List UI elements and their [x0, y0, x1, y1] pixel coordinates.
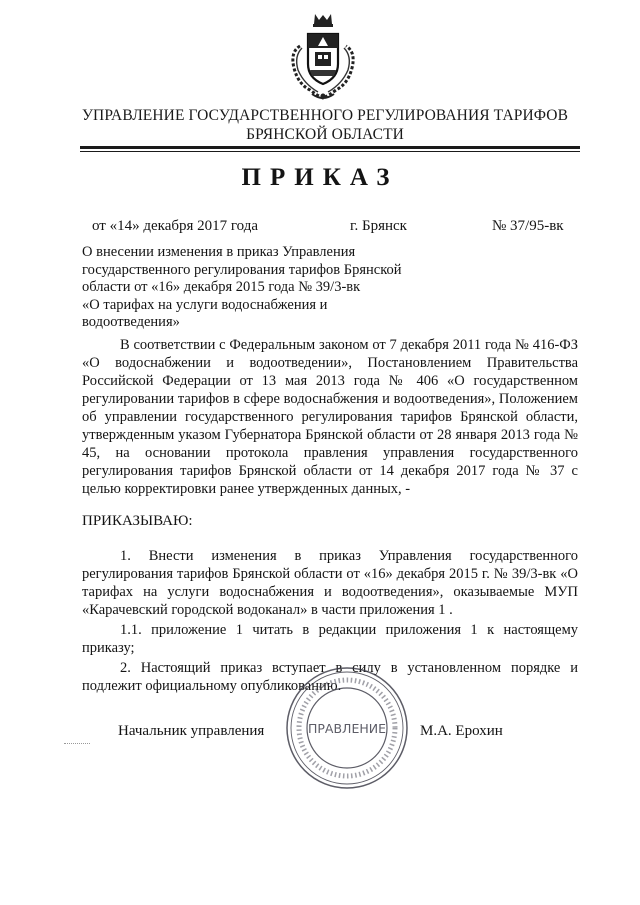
organization-line-1: УПРАВЛЕНИЕ ГОСУДАРСТВЕННОГО РЕГУЛИРОВАНИЯ ТАРИФОВ: [81, 107, 569, 124]
order-number: № 37/95-вк: [492, 218, 564, 234]
subject-line: области от «16» декабря 2015 года № 39/3-вк: [82, 279, 361, 296]
subject-line: О внесении изменения в приказ Управления: [82, 244, 356, 260]
signatory-position: Начальник управления: [118, 723, 265, 739]
signatory-name: М.А. Ерохин: [420, 723, 503, 739]
coat-of-arms-icon: [288, 12, 358, 102]
stamp-center-text: ПРАВЛЕНИЕ: [307, 721, 387, 736]
header-rule-thick: [80, 146, 580, 149]
order-date: от «14» декабря 2017 года: [92, 218, 259, 234]
order-subject: [82, 244, 442, 332]
preamble-paragraph: В соответствии с Федеральным законом от 7 декабря 2011 года № 416-ФЗ «О водоснабжении и водоотведении», Постановлением Правительства Российской Федерации от 13 мая 2013 года № 406 «О государственном регулировании тарифов в сфере водоснабжения и водоотведения», Положением об управлении государственного регулирования тарифов Брянской области, утвержденным указом Губернатора Брянской области от 28 января 2013 года № 45, на основании протокола правления управления государственного регулирования тарифов Брянской области от 14 декабря 2017 года № 37 с целью корректировки ранее утвержденных данных, -: [82, 337, 578, 497]
order-item-1: 1. Внести изменения в приказ Управления государственного регулирования тарифов Брянской области от «16» декабря 2015 г. № 39/3-вк «О тарифах на услуги водоснабжения и водоотведения», оказываемые МУП «Карачевский городской водоканал» в части приложения 1 .: [82, 548, 578, 618]
subject-line: «О тарифах на услуги водоснабжения и: [82, 296, 328, 313]
organization-name: [60, 106, 590, 144]
header-rule-thin: [80, 151, 580, 152]
subject-line: государственного регулирования тарифов Брянской: [82, 261, 402, 278]
order-word: ПРИКАЗЫВАЮ:: [82, 513, 193, 529]
organization-line-2: БРЯНСКОЙ ОБЛАСТИ: [246, 126, 404, 143]
order-item-1-1: 1.1. приложение 1 читать в редакции приложения 1 к настоящему приказу;: [82, 622, 578, 656]
official-stamp-icon: [283, 664, 411, 792]
subject-line: водоотведения»: [82, 314, 180, 331]
order-item-2: 2. Настоящий приказ вступает в силу в установленном порядке и подлежит официальному опубликованию.: [82, 660, 578, 694]
document-title: ПРИКАЗ: [241, 164, 399, 191]
order-city: г. Брянск: [350, 218, 407, 234]
margin-mark: [64, 743, 90, 747]
